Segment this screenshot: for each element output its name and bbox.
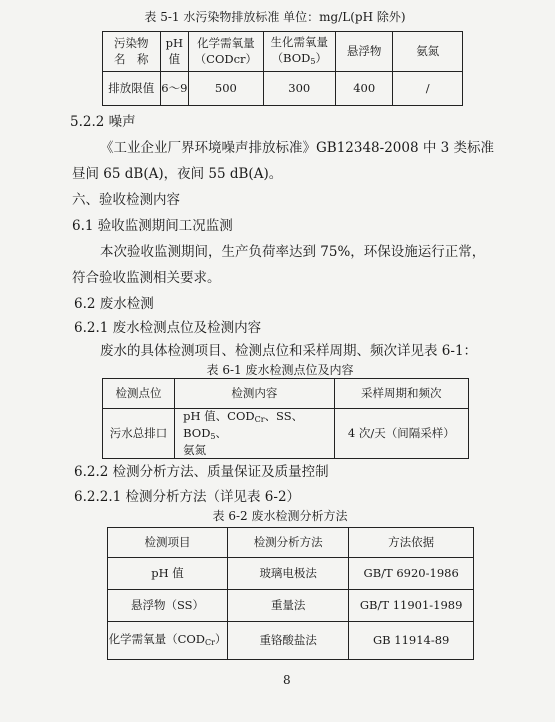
table-5-1 bbox=[102, 31, 463, 106]
t61-row-point: 污水总排口 bbox=[103, 409, 175, 459]
t51-row-ss: 400 bbox=[335, 72, 393, 106]
t51-row-bod: 300 bbox=[263, 72, 335, 106]
t51-header-ph: pH 值 bbox=[160, 32, 189, 72]
page-number: 8 bbox=[283, 673, 291, 687]
t62-row-item: 化学需氧量$(COD_{Cr})$ bbox=[108, 622, 228, 660]
paragraph-6-1-line1: 本次验收监测期间，生产负荷率达到 75%，环保设施运行正常， bbox=[100, 244, 486, 260]
t62-row-method: 重铬酸盐法 bbox=[228, 622, 349, 660]
t51-row-nh3: / bbox=[393, 72, 463, 106]
table-6-1-caption: 表 6-1 废水检测点位及内容 bbox=[206, 363, 354, 377]
paragraph-6-1-line2: 符合验收监测相关要求。 bbox=[72, 270, 221, 286]
t62-row-basis: GB/T 11901-1989 bbox=[349, 590, 474, 622]
heading-6-2: 6.2 废水检测 bbox=[74, 296, 154, 312]
t62-row-item: pH 值 bbox=[108, 558, 228, 590]
t51-row-ph: 6～9 bbox=[160, 72, 189, 106]
table-6-1 bbox=[102, 378, 469, 459]
paragraph-6-2-1: 废水的具体检测项目、检测点位和采样周期、频次详见表 6-1： bbox=[100, 343, 478, 359]
table-6-2-caption: 表 6-2 废水检测分析方法 bbox=[212, 509, 348, 523]
t62-row-basis: GB/T 6920-1986 bbox=[349, 558, 474, 590]
heading-5-2-2: 5.2.2 噪声 bbox=[70, 114, 136, 130]
heading-6-2-2-1: 6.2.2.1 检测分析方法（详见表 6-2） bbox=[74, 489, 301, 505]
t51-header-nh3: 氨氮 bbox=[393, 32, 463, 72]
t51-header-ss: 悬浮物 bbox=[335, 32, 393, 72]
paragraph-noise-line1: 《工业企业厂界环境噪声排放标准》GB12348-2008 中 3 类标准 bbox=[100, 140, 495, 156]
t62-row-basis: GB 11914-89 bbox=[349, 622, 474, 660]
t62-row-method: 重量法 bbox=[228, 590, 349, 622]
heading-6-1: 6.1 验收监测期间工况监测 bbox=[72, 218, 233, 234]
t62-header-method: 检测分析方法 bbox=[228, 528, 349, 558]
t61-row-content: pH 值、$COD_{Cr}$、SS、$BOD_5$、 氨氮 bbox=[175, 409, 335, 459]
t51-header-cod: 化学需氧量 （CODcr） bbox=[189, 32, 264, 72]
table-5-1-caption: 表 5-1 水污染物排放标准 单位：mg/L(pH 除外) bbox=[144, 10, 406, 24]
t62-header-item: 检测项目 bbox=[108, 528, 228, 558]
t62-row-method: 玻璃电极法 bbox=[228, 558, 349, 590]
table-6-2 bbox=[107, 527, 474, 660]
heading-6-2-1: 6.2.1 废水检测点位及检测内容 bbox=[74, 320, 262, 336]
t61-header-content: 检测内容 bbox=[175, 379, 335, 409]
t61-header-freq: 采样周期和频次 bbox=[334, 379, 468, 409]
t51-header-bod: 生化需氧量 $(BOD_5)$ bbox=[263, 32, 335, 72]
t51-row-label: 排放限值 bbox=[103, 72, 161, 106]
t62-header-basis: 方法依据 bbox=[349, 528, 474, 558]
paragraph-noise-line2: 昼间 65 dB(A)，夜间 55 dB(A)。 bbox=[72, 166, 283, 182]
t51-row-cod: 500 bbox=[189, 72, 264, 106]
heading-6-2-2: 6.2.2 检测分析方法、质量保证及质量控制 bbox=[74, 464, 329, 480]
heading-6: 六、验收检测内容 bbox=[72, 192, 180, 208]
t62-row-item: 悬浮物（SS） bbox=[108, 590, 228, 622]
t61-header-point: 检测点位 bbox=[103, 379, 175, 409]
t51-header-pollutant: 污染物 名 称 bbox=[103, 32, 161, 72]
t61-row-freq: 4 次/天（间隔采样） bbox=[334, 409, 468, 459]
